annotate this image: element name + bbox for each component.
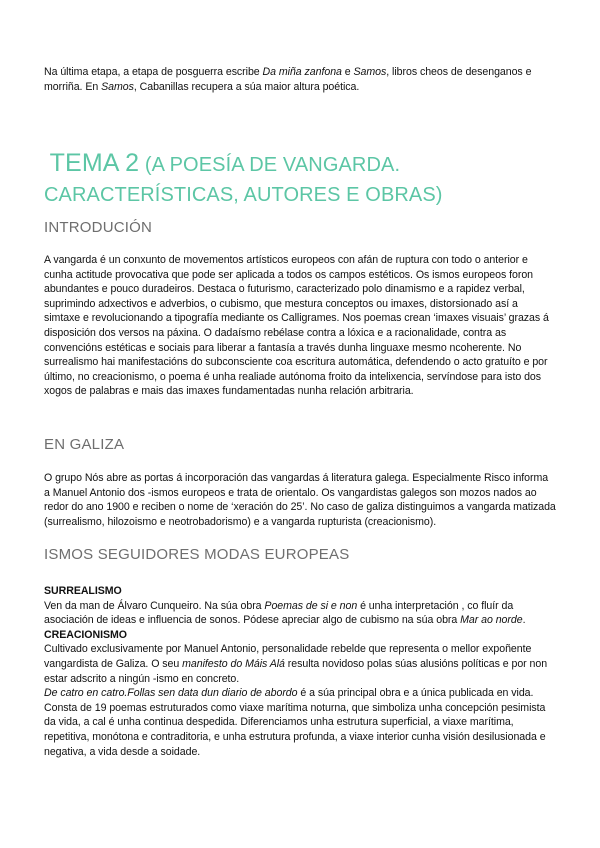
intro-title-samos: Samos (353, 66, 387, 78)
surrealismo-title-mar-ao-norde: Mar ao norde (460, 614, 523, 627)
ismos-section (44, 584, 556, 759)
creacionismo-text-3: é a súa principal obra e a única publicada en vida. Consta de 19 poemas estruturados como viaxe marítima noturna, que simboliza unha concepción pesimista da vida, a cal é unha continua despedida. Diferenciamos unha estrutura superficial, a viaxe marítima, repetitiva, monótona e contraditoria, e unha estrutura profunda, a viaxe interior cunha visión desilusionada e negativa, a vida desde a soidade. (44, 687, 546, 758)
creacionismo-paragraph-2 (44, 686, 556, 759)
tema-title: (A POESÍA DE VANGARDA. CARACTERÍSTICAS, AUTORES E OBRAS) (44, 154, 443, 206)
creacionismo-text-1: Cultivado exclusivamente por Manuel Antonio, personalidade rebelde que representa o mellor expoñente vangardista de Galiza. O seu (44, 643, 532, 670)
surrealismo-paragraph (44, 599, 556, 628)
creacionismo-title: CREACIONISMO (44, 628, 127, 641)
galiza-heading: EN GALIZA (44, 436, 125, 453)
surrealismo-text-1: Ven da man de Álvaro Cunqueiro. Na súa obra (44, 599, 265, 612)
surrealismo-title: SURREALISMO (44, 585, 122, 597)
creacionismo-paragraph-1 (44, 642, 556, 686)
introducion-heading: INTRODUCIÓN (44, 219, 153, 236)
creacionismo-title-de-catro-en-catro: De catro en catro.Follas sen data dun diario de abordo (44, 687, 298, 700)
surrealismo-text-2: é unha interpretación , co fluír da asociación de ideas e influencia de sonos. Pódese apreciar algo de cubismo na súa obra (44, 599, 514, 627)
tema-number: TEMA 2 (49, 149, 140, 177)
intro-text-3: , libros cheos de desenganos e morriña. En (44, 66, 532, 93)
introducion-paragraph: A vangarda é un conxunto de movementos artísticos europeos con afán de ruptura con todo o anterior e cunha actitude provocativa que pode ser aplicada a todos os campos estéticos. Os ismos europeos foron abundantes e pouco duradeiros. Destaca o futurismo, caracterizado polo dinamismo e a rapidez verbal, suprimindo adxectivos e adverbios, o cubismo, que mestura conceptos ou imaxes, distorsionado así a simtaxe e revolucionando a tipografía mediante os Calligrames. Nos poemas crean ‘imaxes visuais’ grazas á disposición dos versos na páxina. O dadaísmo rebélase contra a lóxica e a racionalidade, contra as convencións estéticas e sociais para liberar a fantasía a través dunha linguaxe mesmo ncoherente. No surrealismo hai manifestacións do subconsciente coa escritura automática, defendendo o acto gratuíto e por último, no creacionismo, o poema é unha realiade autónoma froito da intelixencia, servíndose para isto dos xogos de palabras e mais das imaxes fundamentadas nunha relación arbitraria. (44, 254, 549, 398)
creacionismo-title-manifesto: manifesto do Máis Alá (182, 657, 285, 670)
intro-text-2: e (341, 66, 354, 78)
surrealismo-title-poemas: Poemas de si e non (264, 599, 358, 612)
intro-title-da-mina-zanfona: Da miña zanfona (262, 66, 342, 78)
tema-heading (44, 148, 564, 210)
intro-paragraph (44, 65, 556, 94)
surrealismo-text-3: . (522, 614, 526, 627)
intro-title-samos-2: Samos (101, 80, 134, 93)
intro-text-4: , Cabanillas recupera a súa maior altura poética. (133, 80, 360, 93)
creacionismo-text-2: resulta novidoso polas súas alusións políticas e por non estar adscrito a ningún -ismo en concreto. (44, 657, 548, 685)
galiza-paragraph: O grupo Nós abre as portas á incorporación das vangardas á literatura galega. Especialmente Risco informa a Manuel Antonio dos -ismos europeos e trata de orientalo. Os vangardistas galegos son mozos nados ao redor do ano 1900 e reciben o nome de ‘xeración do 25’. No caso de galiza distinguimos a vangarda matizada (surrealismo, hilozoismo e neotrobadorismo) e a vangarda rupturista (creacionismo). (44, 472, 556, 528)
ismos-heading: ISMOS SEGUIDORES MODAS EUROPEAS (44, 546, 350, 563)
intro-text-1: Na última etapa, a etapa de posguerra escribe (44, 66, 263, 78)
